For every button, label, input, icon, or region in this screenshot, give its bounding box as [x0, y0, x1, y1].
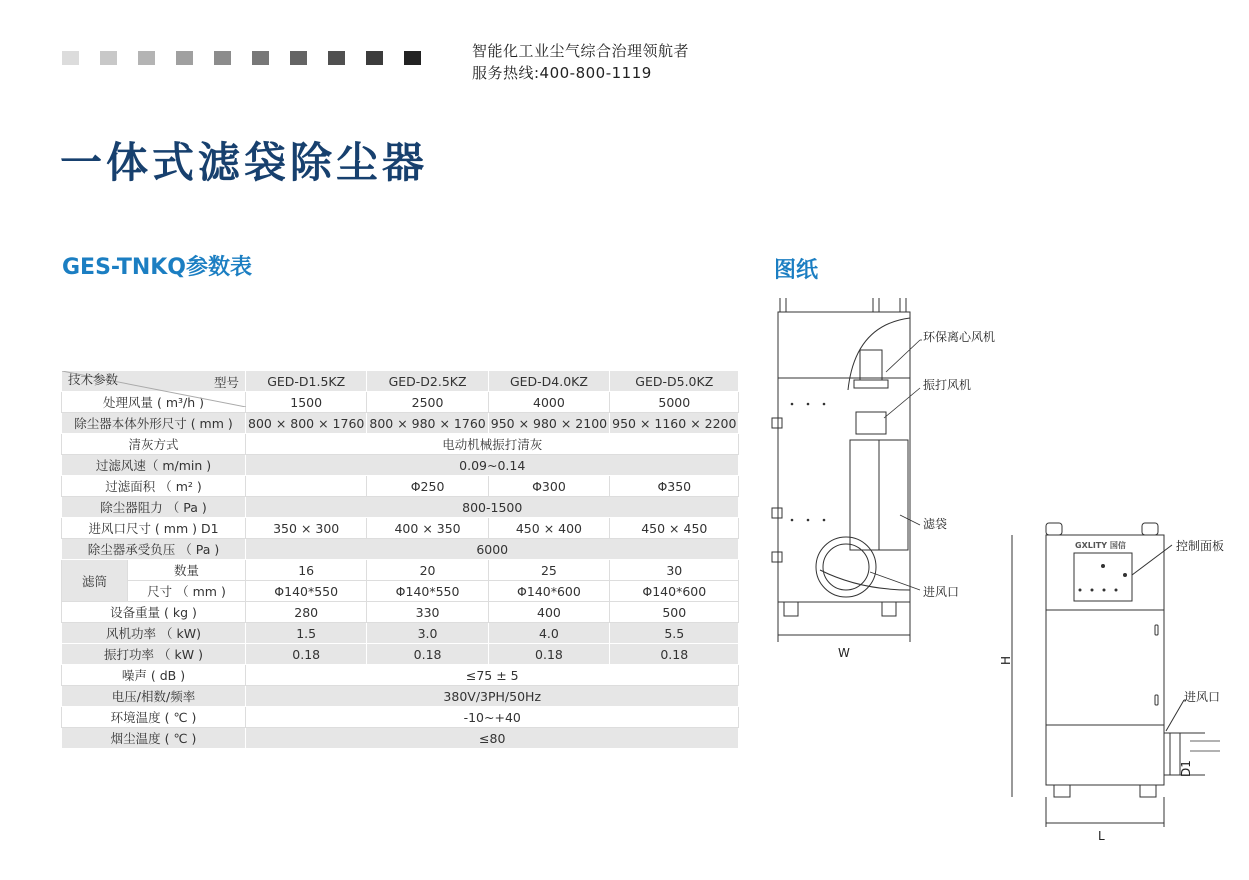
table-cell: 400	[488, 602, 609, 623]
model-header: GED-D4.0KZ	[488, 371, 609, 392]
table-cell: 950 × 1160 × 2200	[610, 413, 739, 434]
page-title: 一体式滤袋除尘器	[60, 138, 429, 187]
table-row	[62, 707, 739, 728]
table-row	[62, 602, 739, 623]
table-cell: 1500	[246, 392, 367, 413]
table-cell: 330	[367, 602, 488, 623]
label-d1: D1	[1179, 760, 1193, 777]
header-square	[404, 51, 421, 65]
table-row	[62, 686, 739, 707]
table-cell: 350 × 300	[246, 518, 367, 539]
table-cell: 450 × 400	[488, 518, 609, 539]
table-cell: 800 × 980 × 1760	[367, 413, 488, 434]
row-label: 环境温度 ( ℃ )	[62, 707, 246, 728]
table-cell: 16	[246, 560, 367, 581]
table-cell: -10~+40	[246, 707, 739, 728]
row-label: 过滤面积 （ m² )	[62, 476, 246, 497]
table-cell: 400 × 350	[367, 518, 488, 539]
spec-table	[61, 370, 739, 749]
table-cell: ≤75 ± 5	[246, 665, 739, 686]
row-label: 噪声 ( dB )	[62, 665, 246, 686]
row-label: 风机功率 （ kW)	[62, 623, 246, 644]
table-cell: 0.18	[610, 644, 739, 665]
label-inlet-right: 进风口	[1184, 690, 1221, 704]
row-label: 处理风量 ( m³/h )	[62, 392, 246, 413]
row-label: 进风口尺寸 ( mm ) D1	[62, 518, 246, 539]
table-row	[62, 455, 739, 476]
table-row	[62, 644, 739, 665]
params-heading: GES-TNKQ参数表	[62, 255, 252, 280]
table-cell: 30	[610, 560, 739, 581]
table-row	[62, 728, 739, 749]
table-row	[62, 434, 739, 455]
table-cell: 20	[367, 560, 488, 581]
table-cell	[246, 476, 367, 497]
table-cell: 1.5	[246, 623, 367, 644]
table-cell: 电动机械振打清灰	[246, 434, 739, 455]
table-cell: Φ350	[610, 476, 739, 497]
row-label: 振打功率 （ kW )	[62, 644, 246, 665]
label-fan: 环保离心风机	[923, 330, 996, 344]
row-label: 设备重量 ( kg )	[62, 602, 246, 623]
row-label: 烟尘温度 ( ℃ )	[62, 728, 246, 749]
brand-logo: GXLITY 国信	[1075, 541, 1126, 550]
table-cell: 5.5	[610, 623, 739, 644]
table-row	[62, 560, 739, 581]
corner-cell	[62, 371, 246, 392]
table-row	[62, 665, 739, 686]
table-cell: 4.0	[488, 623, 609, 644]
row-label: 过滤风速（ m/min )	[62, 455, 246, 476]
table-cell: 3.0	[367, 623, 488, 644]
table-row	[62, 581, 739, 602]
table-cell: 280	[246, 602, 367, 623]
row-label: 电压/相数/频率	[62, 686, 246, 707]
table-row	[62, 518, 739, 539]
table-cell: Φ140*550	[367, 581, 488, 602]
row-label: 滤筒	[62, 560, 128, 602]
tagline	[472, 40, 689, 84]
corner-top-label: 型号	[213, 375, 239, 390]
label-shaker: 振打风机	[923, 378, 972, 392]
label-bag: 滤袋	[923, 517, 948, 531]
table-row	[62, 539, 739, 560]
row-label: 数量	[128, 560, 246, 581]
drawing-heading: 图纸	[774, 258, 819, 283]
table-cell: 800 × 800 × 1760	[246, 413, 367, 434]
table-cell: 950 × 980 × 2100	[488, 413, 609, 434]
table-cell: Φ140*550	[246, 581, 367, 602]
table-row	[62, 623, 739, 644]
label-height: H	[999, 655, 1013, 665]
table-cell: Φ300	[488, 476, 609, 497]
header-square	[138, 51, 155, 65]
table-cell: 25	[488, 560, 609, 581]
table-cell: 800-1500	[246, 497, 739, 518]
table-row	[62, 413, 739, 434]
table-cell: Φ140*600	[488, 581, 609, 602]
header-square	[328, 51, 345, 65]
model-header: GED-D5.0KZ	[610, 371, 739, 392]
row-label: 除尘器阻力 （ Pa )	[62, 497, 246, 518]
header-squares	[62, 51, 421, 65]
label-width: W	[838, 646, 850, 660]
table-cell: 0.09~0.14	[246, 455, 739, 476]
table-cell: 450 × 450	[610, 518, 739, 539]
table-cell: 0.18	[488, 644, 609, 665]
header-square	[100, 51, 117, 65]
table-header-row	[62, 371, 739, 392]
header-square	[176, 51, 193, 65]
header-square	[366, 51, 383, 65]
table-cell: 380V/3PH/50Hz	[246, 686, 739, 707]
row-label: 除尘器本体外形尺寸 ( mm )	[62, 413, 246, 434]
header-square	[62, 51, 79, 65]
header-square	[214, 51, 231, 65]
tagline-slogan: 智能化工业尘气综合治理领航者	[472, 42, 690, 60]
table-cell: ≤80	[246, 728, 739, 749]
table-cell: 6000	[246, 539, 739, 560]
row-label: 尺寸 （ mm )	[128, 581, 246, 602]
table-cell: 5000	[610, 392, 739, 413]
table-cell: Φ250	[367, 476, 488, 497]
model-header: GED-D1.5KZ	[246, 371, 367, 392]
table-cell: 0.18	[367, 644, 488, 665]
label-panel: 控制面板	[1176, 539, 1225, 553]
corner-bottom-label: 技术参数	[68, 372, 119, 387]
row-label: 除尘器承受负压 （ Pa )	[62, 539, 246, 560]
label-length: L	[1098, 829, 1105, 843]
table-cell: 500	[610, 602, 739, 623]
label-inlet-left: 进风口	[923, 585, 960, 599]
tagline-hotline: 服务热线:400-800-1119	[472, 64, 652, 82]
front-view-drawing	[990, 515, 1245, 845]
table-cell: 0.18	[246, 644, 367, 665]
table-cell: 2500	[367, 392, 488, 413]
model-header: GED-D2.5KZ	[367, 371, 488, 392]
row-label: 清灰方式	[62, 434, 246, 455]
table-row	[62, 497, 739, 518]
table-cell: 4000	[488, 392, 609, 413]
table-cell: Φ140*600	[610, 581, 739, 602]
header-square	[290, 51, 307, 65]
table-row	[62, 476, 739, 497]
header-square	[252, 51, 269, 65]
